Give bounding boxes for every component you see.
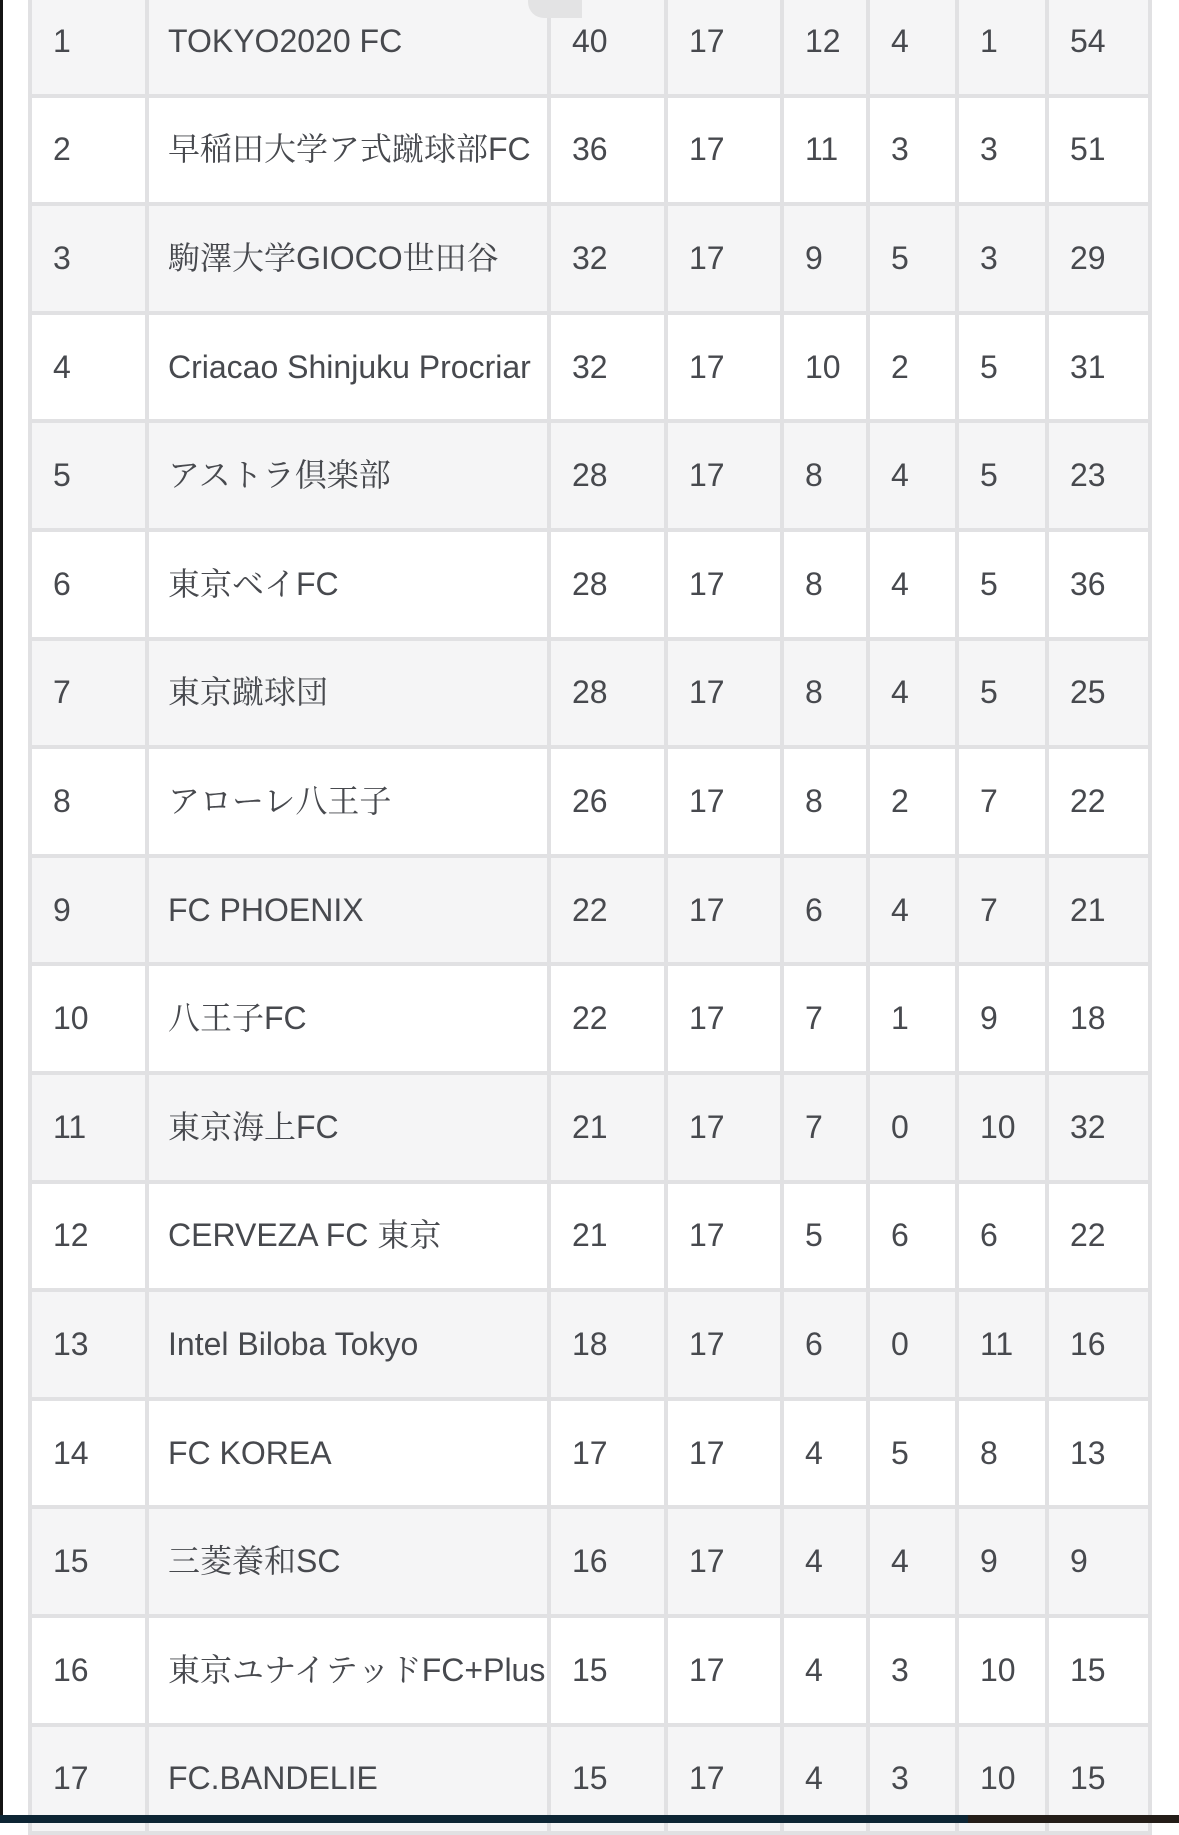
- rank-cell: 4: [32, 315, 145, 420]
- drawn-cell: 2: [870, 749, 955, 854]
- rank-cell: 15: [32, 1509, 145, 1614]
- lost-cell: 5: [959, 641, 1045, 746]
- played-cell: 17: [668, 1401, 780, 1506]
- drawn-cell: 6: [870, 1184, 955, 1289]
- rank-cell: 12: [32, 1184, 145, 1289]
- rank-cell: 7: [32, 641, 145, 746]
- points-cell: 15: [551, 1618, 664, 1723]
- bottom-bar: [0, 1815, 1179, 1823]
- played-cell: 17: [668, 532, 780, 637]
- lost-cell: 11: [959, 1292, 1045, 1397]
- points-cell: 16: [551, 1509, 664, 1614]
- team-name-cell: 東京ユナイテッドFC+Plus: [149, 1618, 547, 1723]
- drawn-cell: 3: [870, 1727, 955, 1832]
- drawn-cell: 3: [870, 1618, 955, 1723]
- lost-cell: 9: [959, 1509, 1045, 1614]
- rank-cell: 13: [32, 1292, 145, 1397]
- played-cell: 17: [668, 423, 780, 528]
- standings-table: [28, 0, 1152, 1835]
- won-cell: 8: [784, 423, 866, 528]
- team-name-cell: 東京蹴球団: [149, 641, 547, 746]
- rank-cell: 16: [32, 1618, 145, 1723]
- played-cell: 17: [668, 858, 780, 963]
- team-name-cell: 東京海上FC: [149, 1075, 547, 1180]
- drawn-cell: 0: [870, 1075, 955, 1180]
- lost-cell: 8: [959, 1401, 1045, 1506]
- lost-cell: 10: [959, 1618, 1045, 1723]
- goals-cell: 54: [1049, 0, 1148, 94]
- goals-cell: 21: [1049, 858, 1148, 963]
- lost-cell: 9: [959, 966, 1045, 1071]
- lost-cell: 7: [959, 749, 1045, 854]
- rank-cell: 10: [32, 966, 145, 1071]
- team-name-cell: 八王子FC: [149, 966, 547, 1071]
- scroll-indicator: [528, 0, 582, 18]
- played-cell: 17: [668, 0, 780, 94]
- points-cell: 28: [551, 641, 664, 746]
- played-cell: 17: [668, 315, 780, 420]
- played-cell: 17: [668, 1075, 780, 1180]
- team-name-cell: 東京ベイFC: [149, 532, 547, 637]
- points-cell: 17: [551, 1401, 664, 1506]
- rank-cell: 1: [32, 0, 145, 94]
- won-cell: 8: [784, 749, 866, 854]
- drawn-cell: 4: [870, 532, 955, 637]
- goals-cell: 15: [1049, 1727, 1148, 1832]
- points-cell: 18: [551, 1292, 664, 1397]
- team-name-cell: FC KOREA: [149, 1401, 547, 1506]
- goals-cell: 36: [1049, 532, 1148, 637]
- drawn-cell: 4: [870, 1509, 955, 1614]
- drawn-cell: 2: [870, 315, 955, 420]
- won-cell: 4: [784, 1401, 866, 1506]
- goals-cell: 51: [1049, 98, 1148, 203]
- drawn-cell: 4: [870, 0, 955, 94]
- drawn-cell: 4: [870, 641, 955, 746]
- lost-cell: 5: [959, 532, 1045, 637]
- won-cell: 4: [784, 1509, 866, 1614]
- played-cell: 17: [668, 1292, 780, 1397]
- won-cell: 8: [784, 641, 866, 746]
- points-cell: 28: [551, 423, 664, 528]
- points-cell: 32: [551, 206, 664, 311]
- lost-cell: 1: [959, 0, 1045, 94]
- rank-cell: 17: [32, 1727, 145, 1832]
- team-name-cell: アストラ倶楽部: [149, 423, 547, 528]
- team-name-cell: 早稲田大学ア式蹴球部FC: [149, 98, 547, 203]
- lost-cell: 10: [959, 1075, 1045, 1180]
- goals-cell: 23: [1049, 423, 1148, 528]
- won-cell: 6: [784, 858, 866, 963]
- points-cell: 40: [551, 0, 664, 94]
- drawn-cell: 4: [870, 858, 955, 963]
- played-cell: 17: [668, 98, 780, 203]
- points-cell: 22: [551, 966, 664, 1071]
- played-cell: 17: [668, 966, 780, 1071]
- played-cell: 17: [668, 749, 780, 854]
- lost-cell: 6: [959, 1184, 1045, 1289]
- played-cell: 17: [668, 206, 780, 311]
- goals-cell: 22: [1049, 1184, 1148, 1289]
- points-cell: 21: [551, 1184, 664, 1289]
- goals-cell: 29: [1049, 206, 1148, 311]
- team-name-cell: 駒澤大学GIOCO世田谷: [149, 206, 547, 311]
- points-cell: 22: [551, 858, 664, 963]
- drawn-cell: 1: [870, 966, 955, 1071]
- lost-cell: 5: [959, 423, 1045, 528]
- rank-cell: 3: [32, 206, 145, 311]
- drawn-cell: 0: [870, 1292, 955, 1397]
- team-name-cell: アローレ八王子: [149, 749, 547, 854]
- rank-cell: 9: [32, 858, 145, 963]
- goals-cell: 15: [1049, 1618, 1148, 1723]
- played-cell: 17: [668, 641, 780, 746]
- drawn-cell: 5: [870, 206, 955, 311]
- lost-cell: 10: [959, 1727, 1045, 1832]
- won-cell: 4: [784, 1618, 866, 1723]
- bottom-bar-navy-segment: [0, 1815, 968, 1823]
- points-cell: 28: [551, 532, 664, 637]
- rank-cell: 8: [32, 749, 145, 854]
- goals-cell: 22: [1049, 749, 1148, 854]
- lost-cell: 3: [959, 206, 1045, 311]
- played-cell: 17: [668, 1509, 780, 1614]
- team-name-cell: CERVEZA FC 東京: [149, 1184, 547, 1289]
- team-name-cell: FC.BANDELIE: [149, 1727, 547, 1832]
- drawn-cell: 4: [870, 423, 955, 528]
- goals-cell: 16: [1049, 1292, 1148, 1397]
- lost-cell: 3: [959, 98, 1045, 203]
- bottom-bar-dark-segment: [968, 1815, 1179, 1823]
- goals-cell: 32: [1049, 1075, 1148, 1180]
- rank-cell: 6: [32, 532, 145, 637]
- points-cell: 26: [551, 749, 664, 854]
- won-cell: 10: [784, 315, 866, 420]
- team-name-cell: FC PHOENIX: [149, 858, 547, 963]
- points-cell: 36: [551, 98, 664, 203]
- won-cell: 9: [784, 206, 866, 311]
- team-name-cell: Intel Biloba Tokyo: [149, 1292, 547, 1397]
- won-cell: 7: [784, 1075, 866, 1180]
- drawn-cell: 5: [870, 1401, 955, 1506]
- goals-cell: 18: [1049, 966, 1148, 1071]
- screen-left-edge: [0, 0, 3, 1823]
- rank-cell: 2: [32, 98, 145, 203]
- goals-cell: 9: [1049, 1509, 1148, 1614]
- won-cell: 6: [784, 1292, 866, 1397]
- played-cell: 17: [668, 1184, 780, 1289]
- goals-cell: 13: [1049, 1401, 1148, 1506]
- drawn-cell: 3: [870, 98, 955, 203]
- rank-cell: 11: [32, 1075, 145, 1180]
- goals-cell: 25: [1049, 641, 1148, 746]
- team-name-cell: TOKYO2020 FC: [149, 0, 547, 94]
- won-cell: 8: [784, 532, 866, 637]
- played-cell: 17: [668, 1727, 780, 1832]
- team-name-cell: Criacao Shinjuku Procriar: [149, 315, 547, 420]
- won-cell: 12: [784, 0, 866, 94]
- goals-cell: 31: [1049, 315, 1148, 420]
- team-name-cell: 三菱養和SC: [149, 1509, 547, 1614]
- points-cell: 32: [551, 315, 664, 420]
- rank-cell: 5: [32, 423, 145, 528]
- points-cell: 21: [551, 1075, 664, 1180]
- lost-cell: 7: [959, 858, 1045, 963]
- won-cell: 11: [784, 98, 866, 203]
- won-cell: 4: [784, 1727, 866, 1832]
- lost-cell: 5: [959, 315, 1045, 420]
- rank-cell: 14: [32, 1401, 145, 1506]
- won-cell: 5: [784, 1184, 866, 1289]
- points-cell: 15: [551, 1727, 664, 1832]
- won-cell: 7: [784, 966, 866, 1071]
- played-cell: 17: [668, 1618, 780, 1723]
